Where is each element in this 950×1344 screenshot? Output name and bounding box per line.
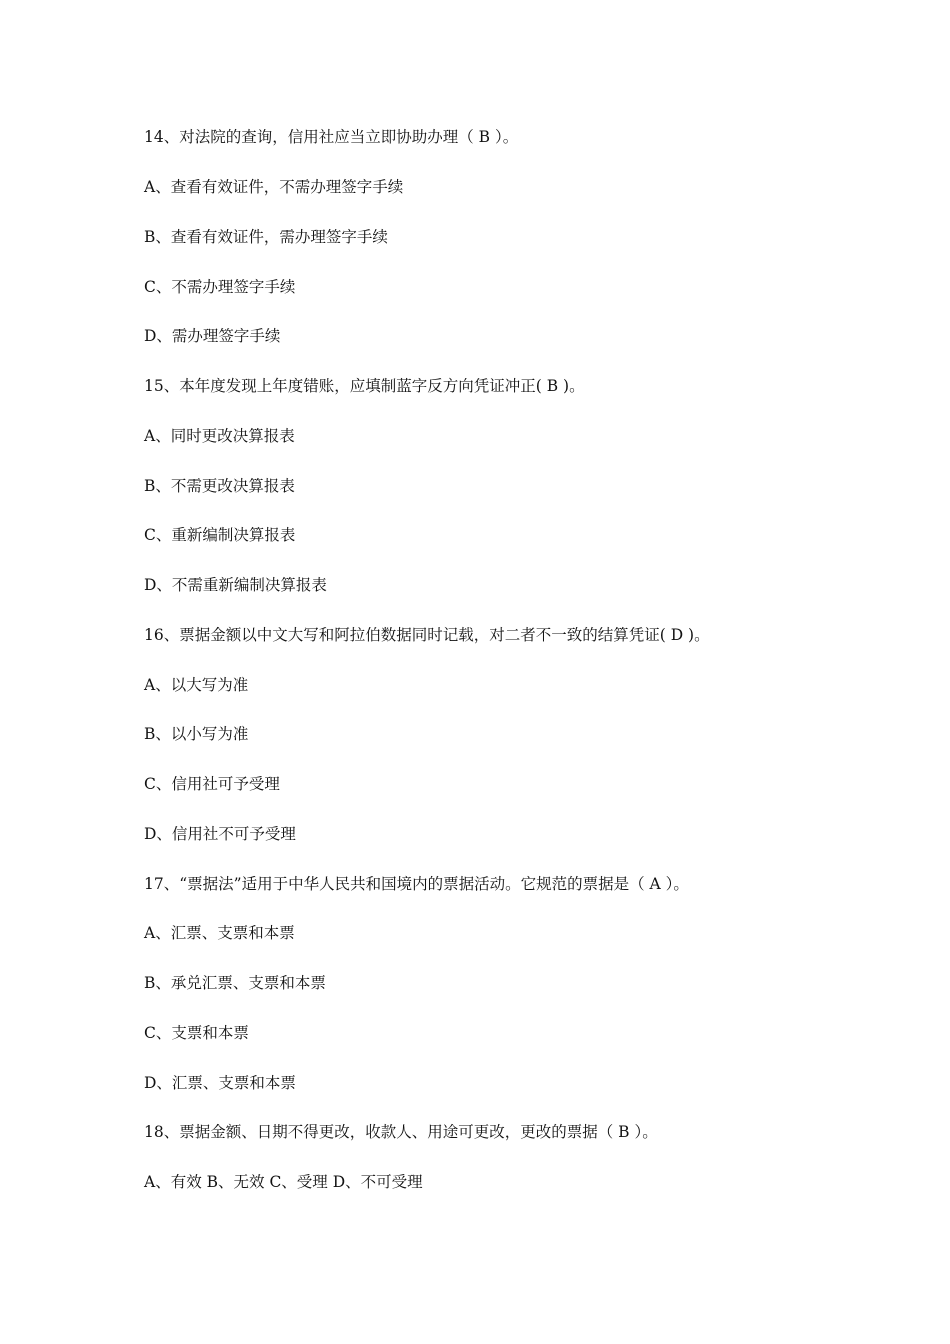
question-15-option-d: D、不需重新编制决算报表 — [144, 576, 327, 594]
question-17-option-b: B、承兑汇票、支票和本票 — [144, 974, 326, 992]
question-16-option-d: D、信用社不可予受理 — [144, 825, 296, 843]
question-14-option-d: D、需办理签字手续 — [144, 327, 281, 345]
question-16-option-c: C、信用社可予受理 — [144, 775, 280, 793]
question-14-option-c: C、不需办理签字手续 — [144, 278, 296, 296]
question-17-option-a: A、汇票、支票和本票 — [144, 924, 295, 942]
question-15: 15、本年度发现上年度错账，应填制蓝字反方向凭证冲正( B )。 — [144, 377, 585, 395]
question-16: 16、票据金额以中文大写和阿拉伯数据同时记载，对二者不一致的结算凭证( D )。 — [144, 626, 710, 644]
question-17: 17、“票据法”适用于中华人民共和国境内的票据活动。它规范的票据是（ A ）。 — [144, 875, 689, 893]
question-14-option-a: A、查看有效证件，不需办理签字手续 — [144, 178, 404, 196]
question-15-option-c: C、重新编制决算报表 — [144, 526, 296, 544]
question-17-option-c: C、支票和本票 — [144, 1024, 249, 1042]
question-15-option-b: B、不需更改决算报表 — [144, 477, 295, 495]
question-17-option-d: D、汇票、支票和本票 — [144, 1074, 296, 1092]
question-18-options: A、有效 B、无效 C、受理 D、不可受理 — [144, 1173, 423, 1191]
question-18: 18、票据金额、日期不得更改，收款人、用途可更改，更改的票据（ B ）。 — [144, 1123, 658, 1141]
question-16-option-b: B、以小写为准 — [144, 725, 249, 743]
question-15-option-a: A、同时更改决算报表 — [144, 427, 295, 445]
question-14-option-b: B、查看有效证件，需办理签字手续 — [144, 228, 388, 246]
question-16-option-a: A、以大写为准 — [144, 676, 249, 694]
question-14: 14、对法院的查询，信用社应当立即协助办理（ B ）。 — [144, 128, 519, 146]
